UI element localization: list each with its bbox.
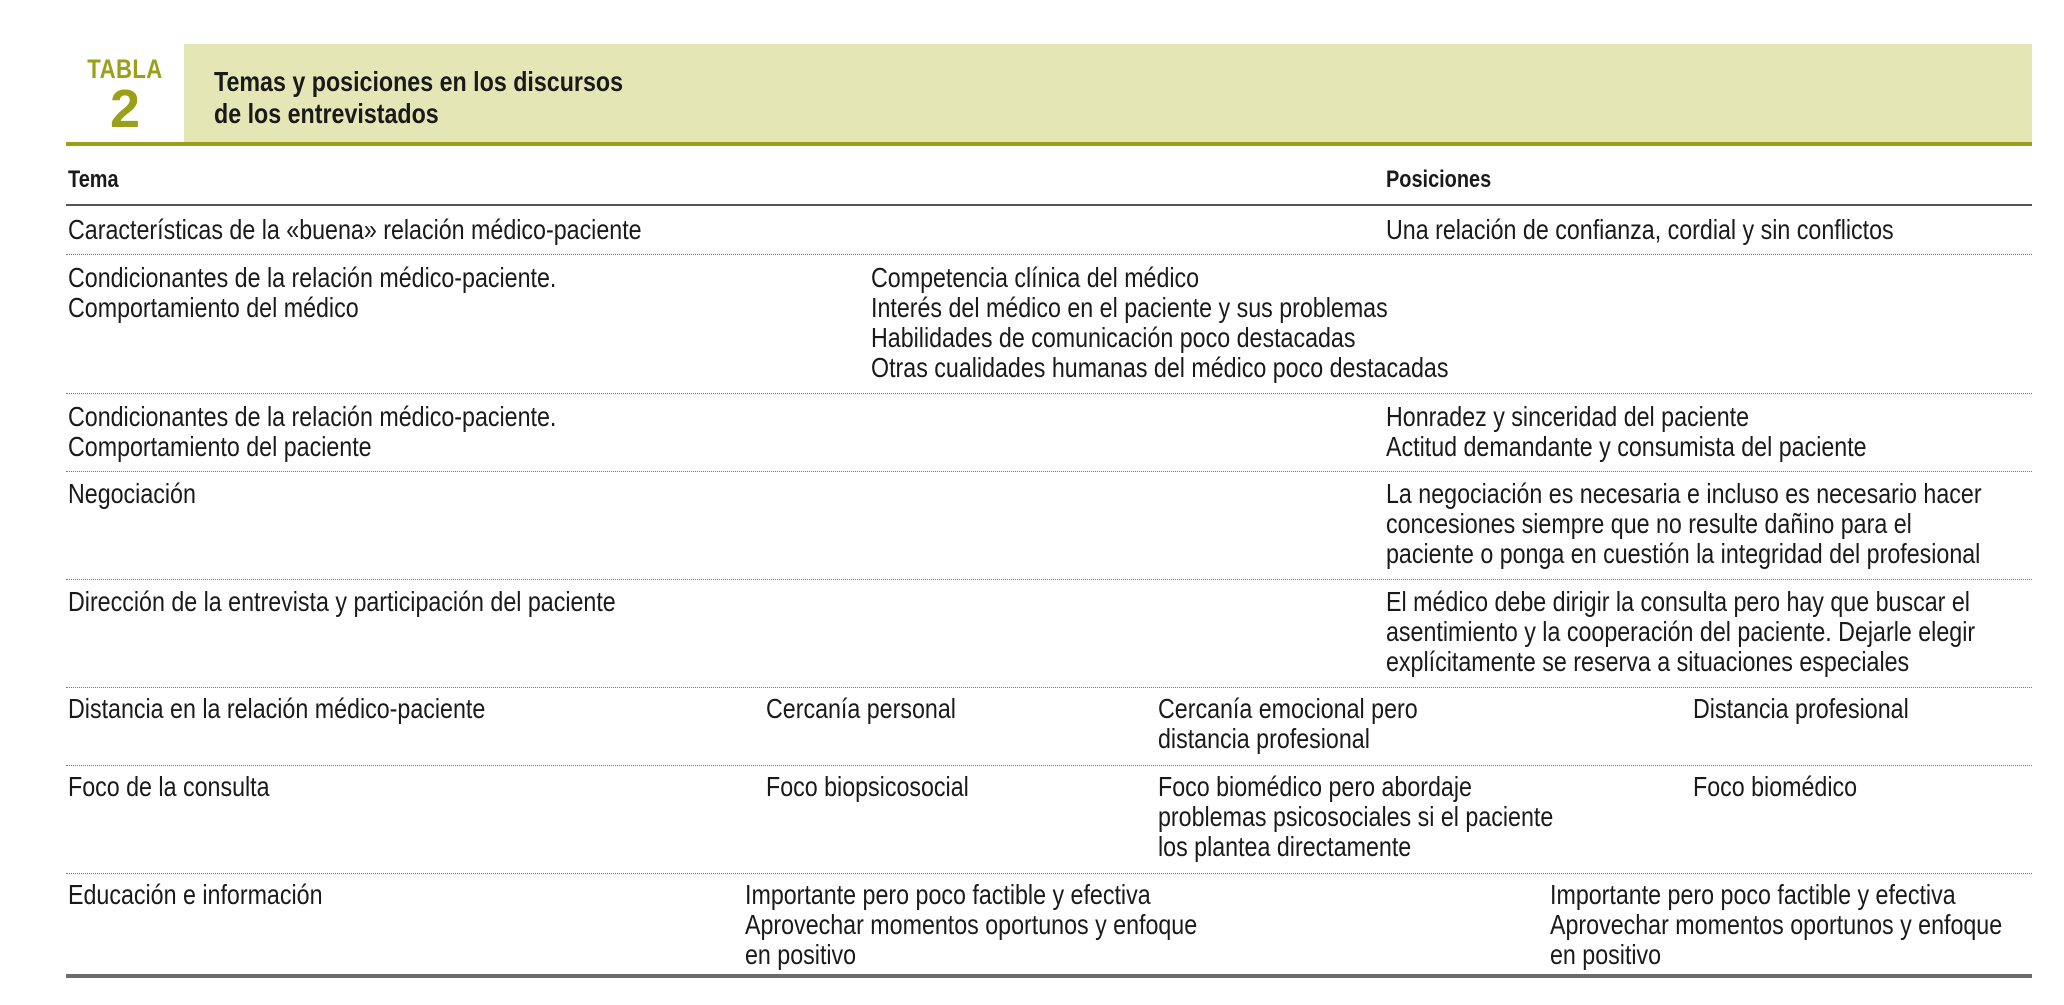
position-line: Foco biomédico pero abordaje: [1158, 771, 1472, 802]
position-line: Aprovechar momentos oportunos y enfoque: [1550, 909, 2003, 940]
position-line: en positivo: [745, 939, 857, 970]
row-tema-line: Educación e información: [68, 879, 323, 910]
row-position: [871, 263, 1448, 383]
row-position: [1158, 694, 1418, 754]
row-tema-line: Negociación: [68, 478, 196, 509]
row-position: [1386, 479, 1982, 569]
position-line: paciente o ponga en cuestión la integridad del profesional: [1386, 538, 1981, 569]
row-tema: [68, 479, 196, 509]
position-line: asentimiento y la cooperación del paciente. Dejarle elegir: [1386, 616, 1976, 647]
row-divider: [66, 254, 2032, 255]
position-line: Cercanía emocional pero: [1158, 693, 1418, 724]
row-position: [745, 880, 1197, 970]
header-divider: [66, 142, 2032, 146]
row-tema-line: Distancia en la relación médico-paciente: [68, 693, 486, 724]
row-tema: [68, 694, 485, 724]
position-line: Cercanía personal: [766, 693, 956, 724]
table-title-line: Temas y posiciones en los discursos: [214, 66, 624, 97]
position-line: Distancia profesional: [1693, 693, 1909, 724]
row-divider: [66, 873, 2032, 874]
row-tema-line: Características de la «buena» relación médico-paciente: [68, 214, 642, 245]
row-tema-line: Dirección de la entrevista y participación del paciente: [68, 586, 616, 617]
position-line: Importante pero poco factible y efectiva: [1550, 879, 1956, 910]
row-tema: [68, 402, 556, 462]
position-line: La negociación es necesaria e incluso es necesario hacer: [1386, 478, 1982, 509]
table-label: [66, 44, 184, 142]
row-divider: [66, 687, 2032, 688]
row-divider: [66, 471, 2032, 472]
position-line: Interés del médico en el paciente y sus problemas: [871, 292, 1388, 323]
row-divider: [66, 393, 2032, 394]
title-band: [184, 44, 2032, 142]
row-tema-line: Comportamiento del médico: [68, 292, 359, 323]
row-position: [1386, 587, 1975, 677]
position-line: Habilidades de comunicación poco destacadas: [871, 322, 1356, 353]
row-tema: [68, 880, 322, 910]
row-position: [1693, 694, 1909, 724]
position-line: Competencia clínica del médico: [871, 262, 1200, 293]
position-line: Otras cualidades humanas del médico poco destacadas: [871, 352, 1449, 383]
column-header-posiciones: Posiciones: [1386, 166, 1492, 193]
position-line: concesiones siempre que no resulte dañino para el: [1386, 508, 1912, 539]
table-title-line: de los entrevistados: [214, 98, 439, 129]
row-position: [1158, 772, 1553, 862]
table-number: 2: [109, 79, 141, 139]
position-line: distancia profesional: [1158, 723, 1370, 754]
position-line: Aprovechar momentos oportunos y enfoque: [745, 909, 1198, 940]
row-tema: [68, 263, 556, 323]
column-header-tema: Tema: [68, 166, 119, 193]
row-tema: [68, 587, 616, 617]
position-line: Foco biomédico: [1693, 771, 1858, 802]
row-tema-line: Comportamiento del paciente: [68, 431, 372, 462]
position-line: El médico debe dirigir la consulta pero hay que buscar el: [1386, 586, 1970, 617]
row-position: [1386, 402, 1867, 462]
row-tema: [68, 772, 270, 802]
row-tema-line: Condicionantes de la relación médico-paciente.: [68, 401, 557, 432]
row-tema: [68, 215, 642, 245]
table-label-word: TABLA: [87, 54, 163, 84]
position-line: Foco biopsicosocial: [766, 771, 969, 802]
row-position: [766, 694, 956, 724]
table-header: [66, 44, 2032, 142]
row-position: [1386, 215, 1894, 245]
row-position: [766, 772, 969, 802]
position-line: Importante pero poco factible y efectiva: [745, 879, 1151, 910]
position-line: los plantea directamente: [1158, 831, 1412, 862]
row-divider: [66, 579, 2032, 580]
row-position: [1550, 880, 2002, 970]
table-title: [214, 66, 623, 130]
position-line: problemas psicosociales si el paciente: [1158, 801, 1554, 832]
table-bottom-rule: [66, 974, 2032, 978]
row-position: [1693, 772, 1857, 802]
column-header-divider: [66, 204, 2032, 206]
position-line: en positivo: [1550, 939, 1662, 970]
row-divider: [66, 765, 2032, 766]
position-line: Actitud demandante y consumista del paciente: [1386, 431, 1867, 462]
row-tema-line: Foco de la consulta: [68, 771, 270, 802]
position-line: Una relación de confianza, cordial y sin conflictos: [1386, 214, 1894, 245]
position-line: explícitamente se reserva a situaciones especiales: [1386, 646, 1910, 677]
position-line: Honradez y sinceridad del paciente: [1386, 401, 1750, 432]
row-tema-line: Condicionantes de la relación médico-paciente.: [68, 262, 557, 293]
